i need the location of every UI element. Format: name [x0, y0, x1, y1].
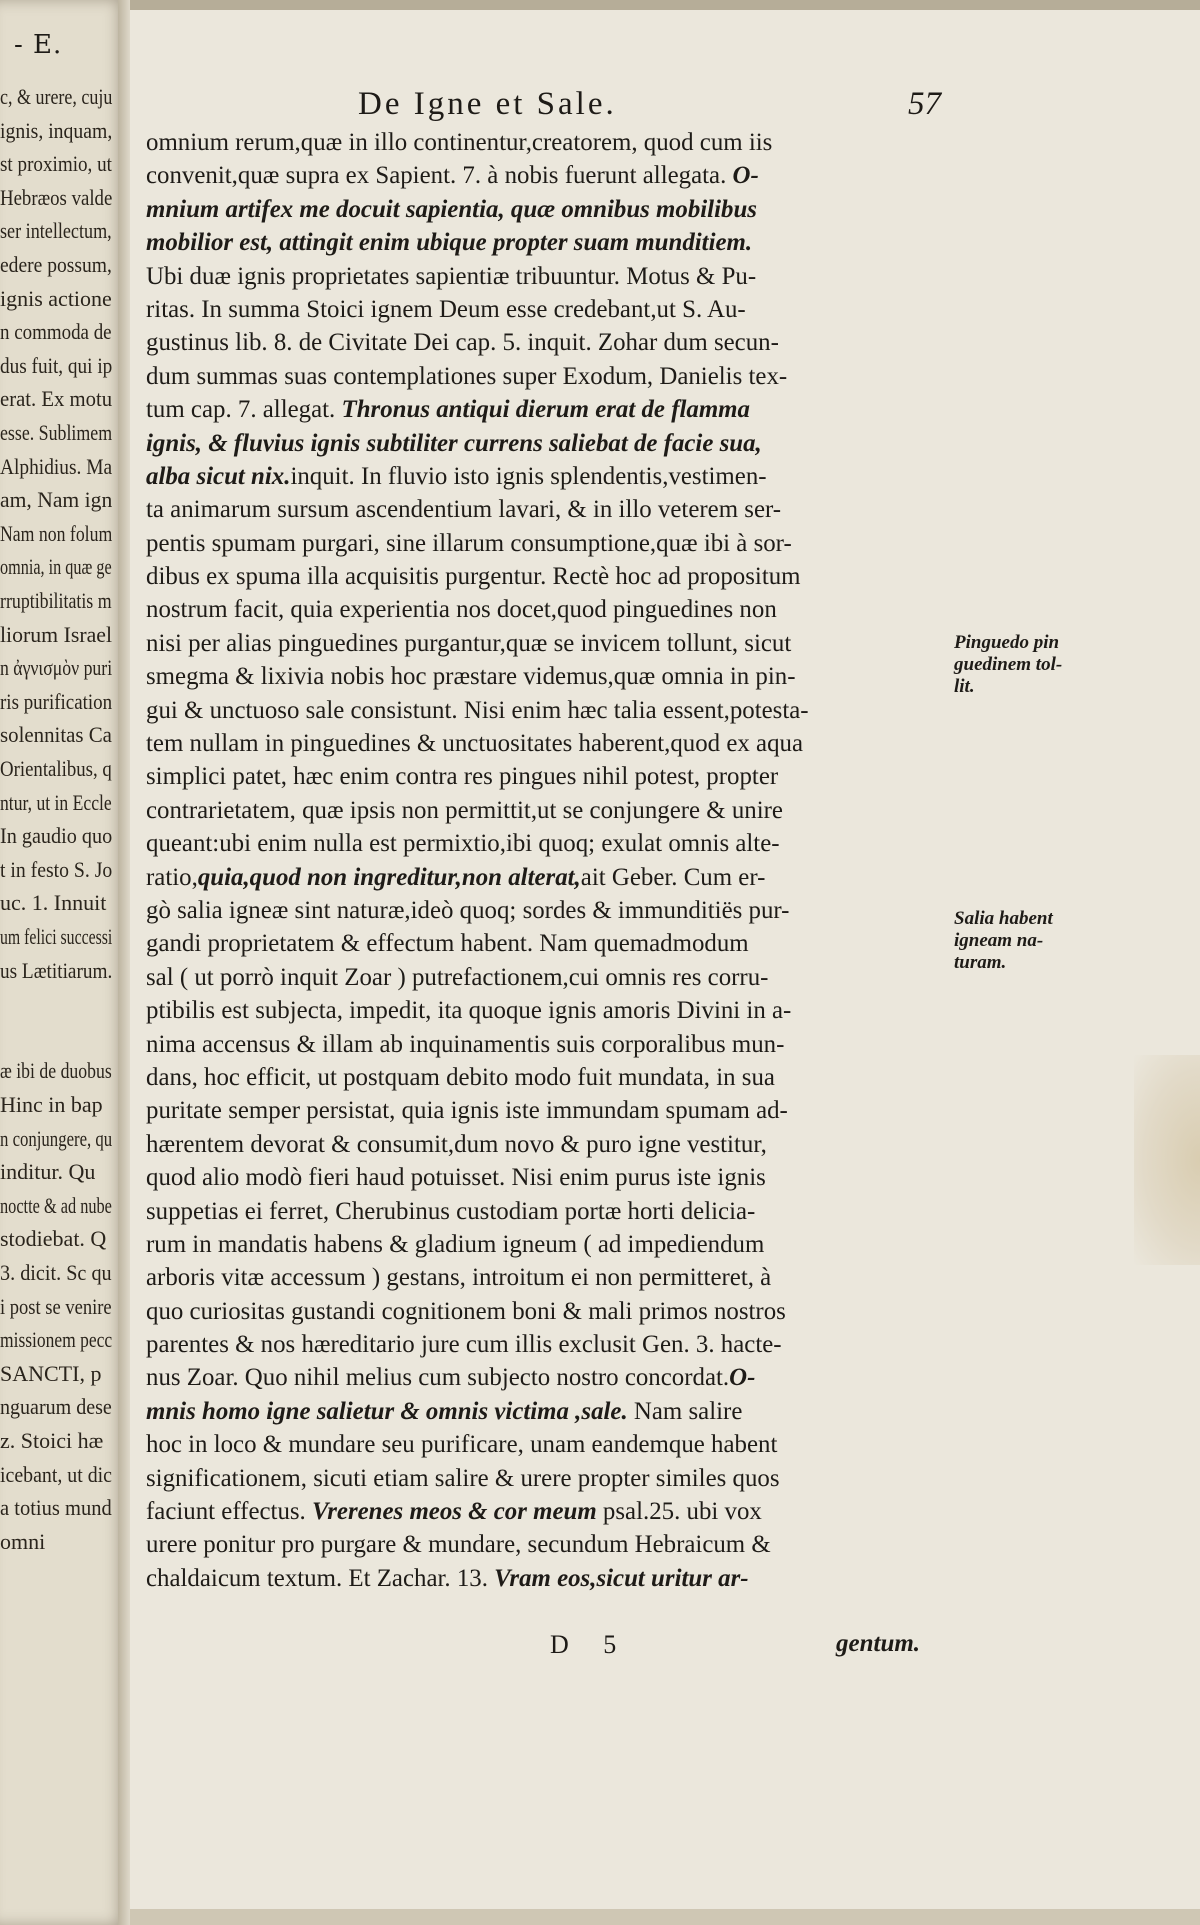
- note-line: guedinem tol-: [954, 654, 1063, 675]
- left-page-fragment: ignis actione: [0, 285, 112, 311]
- left-page-fragment: Hebræos valde: [0, 184, 113, 210]
- left-facing-page: [0, 0, 128, 1925]
- left-page-fragment: inditur. Qu: [0, 1159, 96, 1185]
- roman-text: gui & unctuoso sale consistunt. Nisi enim hæc talia essent,potesta-: [146, 696, 809, 724]
- text-line: [146, 1562, 954, 1595]
- roman-text: suppetias ei ferret, Cherubinus custodiam portæ horti delicia-: [146, 1197, 756, 1225]
- roman-text: quo curiositas gustandi cognitionem boni & mali primos nostros: [146, 1297, 786, 1325]
- roman-text: quod alio modò fieri haud potuisset. Nisi enim purus iste ignis: [146, 1164, 766, 1192]
- left-page-fragment: ser intellectum,: [0, 218, 112, 244]
- left-page-fragment: uc. 1. Innuit: [0, 890, 107, 916]
- roman-text: tem nullam in pinguedines & unctuositates haberent,quod ex aqua: [146, 730, 804, 758]
- page-bottom-edge: [130, 1909, 1200, 1925]
- roman-text: faciunt effectus.: [146, 1498, 313, 1526]
- text-line: [146, 861, 954, 894]
- roman-text: ta animarum sursum ascendentium lavari, & in illo veterem ser-: [146, 496, 782, 524]
- text-line: [146, 393, 954, 426]
- text-line: [146, 627, 954, 660]
- roman-text: arboris vitæ accessum ) gestans, introitum ei non permitteret, à: [146, 1264, 772, 1292]
- page-stain: [1134, 1055, 1200, 1265]
- text-line: [146, 694, 954, 727]
- left-page-fragment: um felici successi: [0, 924, 113, 949]
- left-page-fragment: Hinc in bap: [0, 1092, 103, 1117]
- italic-text: Vram eos,sicut uritur ar-: [494, 1564, 749, 1592]
- note-line: lit.: [954, 676, 975, 697]
- text-line: [146, 593, 954, 626]
- left-page-fragment: omnia, in quæ ge: [0, 554, 112, 580]
- left-page-fragment: n ἀγνισμὸν puri: [0, 655, 113, 681]
- text-line: [146, 1528, 954, 1561]
- text-line: [146, 193, 954, 226]
- marginal-note-salia: [954, 908, 1104, 974]
- roman-text: convenit,quæ supra ex Sapient. 7. à nobis fuerunt allegata.: [146, 162, 733, 190]
- text-line: [146, 326, 954, 359]
- signature-mark: D 5: [550, 1630, 631, 1659]
- text-line: [146, 226, 954, 259]
- text-line: [146, 1195, 954, 1228]
- left-page-fragment: rruptibilitatis m: [0, 588, 112, 613]
- running-head: De Igne et Sale.: [358, 86, 617, 122]
- italic-text: ignis, & fluvius ignis subtiliter currens saliebat de facie sua,: [146, 429, 762, 457]
- left-page-fragment: st proximio, ut: [0, 151, 112, 177]
- roman-text: hærentem devorat & consumit,dum novo & puro igne vestitur,: [146, 1130, 767, 1158]
- left-page-fragment: noctte & ad nube: [0, 1192, 112, 1218]
- text-line: [146, 994, 954, 1027]
- left-page-fragment: In gaudio quo: [0, 823, 113, 849]
- roman-text: nima accensus & illam ab inquinamentis suis corporalibus mun-: [146, 1030, 785, 1058]
- left-page-fragment: erat. Ex motu: [0, 386, 113, 412]
- text-line: [146, 527, 954, 560]
- roman-text: nisi per alias pinguedines purgantur,quæ se invicem tollunt, sicut: [146, 629, 792, 657]
- text-line: [146, 794, 954, 827]
- text-line: [146, 961, 954, 994]
- main-page: [130, 0, 1200, 1925]
- roman-text: dibus ex spuma illa acquisitis purgentur. Rectè hoc ad propositum: [146, 563, 801, 591]
- text-line: [146, 360, 954, 393]
- text-line: [146, 894, 954, 927]
- roman-text: omnium rerum,quæ in illo continentur,creatorem, quod cum iis: [146, 129, 773, 156]
- roman-text: gò salia igneæ sint naturæ,ideò quoq; sordes & immunditiës pur-: [146, 896, 790, 924]
- italic-text: mobilior est, attingit enim ubique propter suam munditiem.: [146, 229, 753, 257]
- catchword: gentum.: [836, 1630, 921, 1657]
- text-line: [146, 1295, 954, 1328]
- roman-text: ratio,: [146, 863, 198, 891]
- left-page-fragment: esse. Sublimem: [0, 420, 113, 445]
- note-line: Salia habent: [954, 908, 1053, 929]
- left-page-fragment: ntur, ut in Eccle: [0, 789, 112, 815]
- roman-text: gandi proprietatem & effectum habent. Nam quemadmodum: [146, 930, 749, 958]
- left-page-fragment: ignis, inquam,: [0, 117, 113, 143]
- left-page-fragment: dus fuit, qui ip: [0, 352, 113, 378]
- text-line: [146, 1462, 954, 1495]
- italic-text: quia,quod non ingreditur,non alterat,: [197, 863, 581, 891]
- left-page-edge-mark: - E.: [14, 30, 63, 60]
- roman-text: gustinus lib. 8. de Civitate Dei cap. 5. inquit. Zohar dum secun-: [146, 329, 779, 357]
- text-line: [146, 427, 954, 460]
- roman-text: Nam salire: [627, 1397, 743, 1425]
- italic-text: O-: [729, 1364, 756, 1392]
- left-page-fragment: z. Stoici hæ: [0, 1428, 104, 1453]
- text-line: [146, 1228, 954, 1261]
- left-page-fragment: Nam non folum: [0, 520, 113, 546]
- left-page-fragment: us Lætitiarum.: [0, 957, 113, 983]
- roman-text: significationem, sicuti etiam salire & urere propter similes quos: [146, 1464, 780, 1492]
- text-line: [146, 1361, 954, 1394]
- text-line: [146, 126, 954, 159]
- text-line: [146, 727, 954, 760]
- roman-text: dans, hoc efficit, ut postquam debito modo fuit mundata, in sua: [146, 1063, 775, 1091]
- roman-text: contrarietatem, quæ ipsis non permittit,ut se conjungere & unire: [146, 796, 783, 824]
- text-line: [146, 1328, 954, 1361]
- left-page-fragment: c, & urere, cuju: [0, 84, 113, 109]
- text-line: [146, 460, 954, 493]
- body-text: [146, 126, 958, 1595]
- roman-text: simplici patet, hæc enim contra res pingues nihil potest, propter: [146, 763, 779, 791]
- roman-text: inquit. In fluvio isto ignis splendentis,vestimen-: [290, 462, 767, 490]
- left-page-fragment: Orientalibus, q: [0, 756, 112, 781]
- italic-text: Vrerenes meos & cor meum: [312, 1498, 597, 1526]
- roman-text: parentes & nos hæreditario jure cum illis exclusit Gen. 3. hacte-: [146, 1331, 782, 1359]
- text-line: [146, 1395, 954, 1428]
- left-page-fragment: am, Nam ign: [0, 487, 113, 513]
- roman-text: nus Zoar. Quo nihil melius cum subjecto nostro concordat.: [146, 1364, 730, 1392]
- left-page-fragment: liorum Israel: [0, 621, 113, 647]
- italic-text: Thronus antiqui dierum erat de flamma: [341, 396, 750, 424]
- text-line: [146, 827, 954, 860]
- left-page-fragment: missionem pecc: [0, 1327, 113, 1353]
- roman-text: nostrum facit, quia experientia nos docet,quod pinguedines non: [146, 596, 777, 624]
- italic-text: mnis homo igne salietur & omnis victima ,sale.: [146, 1397, 628, 1425]
- italic-text: O-: [732, 162, 759, 190]
- page-top-edge: [130, 0, 1200, 10]
- left-page-fragment: 3. dicit. Sc qu: [0, 1260, 112, 1285]
- roman-text: ptibilis est subjecta, impedit, ita quoque ignis amoris Divini in a-: [146, 997, 792, 1025]
- left-page-fragment: icebant, ut dic: [0, 1461, 113, 1487]
- roman-text: queant:ubi enim nulla est permixtio,ibi quoq; exulat omnis alte-: [146, 830, 780, 858]
- note-line: Pinguedo pin: [954, 632, 1060, 653]
- left-page-fragment: SANCTI, p: [0, 1360, 102, 1386]
- text-line: [146, 1061, 954, 1094]
- left-page-fragment: n conjungere, qu: [0, 1125, 113, 1151]
- roman-text: dum summas suas contemplationes super Exodum, Danielis tex-: [146, 362, 788, 390]
- marginal-note-pinguedo: [954, 632, 1104, 698]
- text-line: [146, 1261, 954, 1294]
- italic-text: alba sicut nix.: [146, 462, 291, 490]
- roman-text: smegma & lixivia nobis hoc præstare videmus,quæ omnia in pin-: [146, 663, 796, 691]
- left-page-fragment: omni: [0, 1528, 46, 1554]
- text-line: [146, 1495, 954, 1528]
- left-page-fragment: a totius mund: [0, 1495, 112, 1521]
- roman-text: tum cap. 7. allegat.: [146, 396, 342, 424]
- text-line: [146, 1028, 954, 1061]
- text-line: [146, 493, 954, 526]
- left-page-fragment: æ ibi de duobus: [0, 1058, 112, 1084]
- text-line: [146, 927, 954, 960]
- note-line: igneam na-: [954, 930, 1044, 951]
- roman-text: hoc in loco & mundare seu purificare, unam eandemque habent: [146, 1431, 778, 1459]
- left-page-fragment: n commoda de: [0, 319, 112, 345]
- text-line: [146, 760, 954, 793]
- text-line: [146, 159, 954, 192]
- left-page-fragment: t in festo S. Jo: [0, 856, 113, 882]
- text-line: [146, 560, 954, 593]
- text-line: [146, 1428, 954, 1461]
- text-line: [146, 1161, 954, 1194]
- text-line: [146, 260, 954, 293]
- roman-text: rum in mandatis habens & gladium igneum ( ad impediendum: [146, 1230, 765, 1258]
- left-page-fragment: edere possum,: [0, 252, 112, 277]
- note-line: turam.: [954, 952, 1007, 973]
- roman-text: puritate semper persistat, quia ignis iste immundam spumam ad-: [146, 1097, 788, 1125]
- italic-text: mnium artifex me docuit sapientia, quæ omnibus mobilibus: [146, 195, 757, 223]
- text-line: [146, 660, 954, 693]
- text-line: [146, 1128, 954, 1161]
- roman-text: pentis spumam purgari, sine illarum consumptione,quæ ibi à sor-: [146, 529, 792, 557]
- left-page-fragment: i post se venire: [0, 1293, 112, 1319]
- left-page-fragment: ris purification: [0, 688, 113, 714]
- roman-text: ritas. In summa Stoici ignem Deum esse credebant,ut S. Au-: [146, 295, 746, 323]
- left-page-fragment: Alphidius. Ma: [0, 453, 113, 479]
- text-line: [146, 1094, 954, 1127]
- roman-text: ait Geber. Cum er-: [580, 863, 766, 891]
- text-line: [146, 293, 954, 326]
- roman-text: chaldaicum textum. Et Zachar. 13.: [146, 1564, 495, 1592]
- left-page-fragment: solennitas Ca: [0, 722, 112, 748]
- left-page-fragment: stodiebat. Q: [0, 1226, 107, 1252]
- roman-text: psal.25. ubi vox: [596, 1498, 762, 1526]
- roman-text: sal ( ut porrò inquit Zoar ) putrefactionem,cui omnis res corru-: [146, 963, 769, 991]
- left-page-fragment: nguarum dese: [0, 1394, 112, 1420]
- page-number: 57: [908, 86, 941, 122]
- roman-text: Ubi duæ ignis proprietates sapientiæ tribuuntur. Motus & Pu-: [146, 262, 757, 290]
- roman-text: urere ponitur pro purgare & mundare, secundum Hebraicum &: [146, 1531, 771, 1559]
